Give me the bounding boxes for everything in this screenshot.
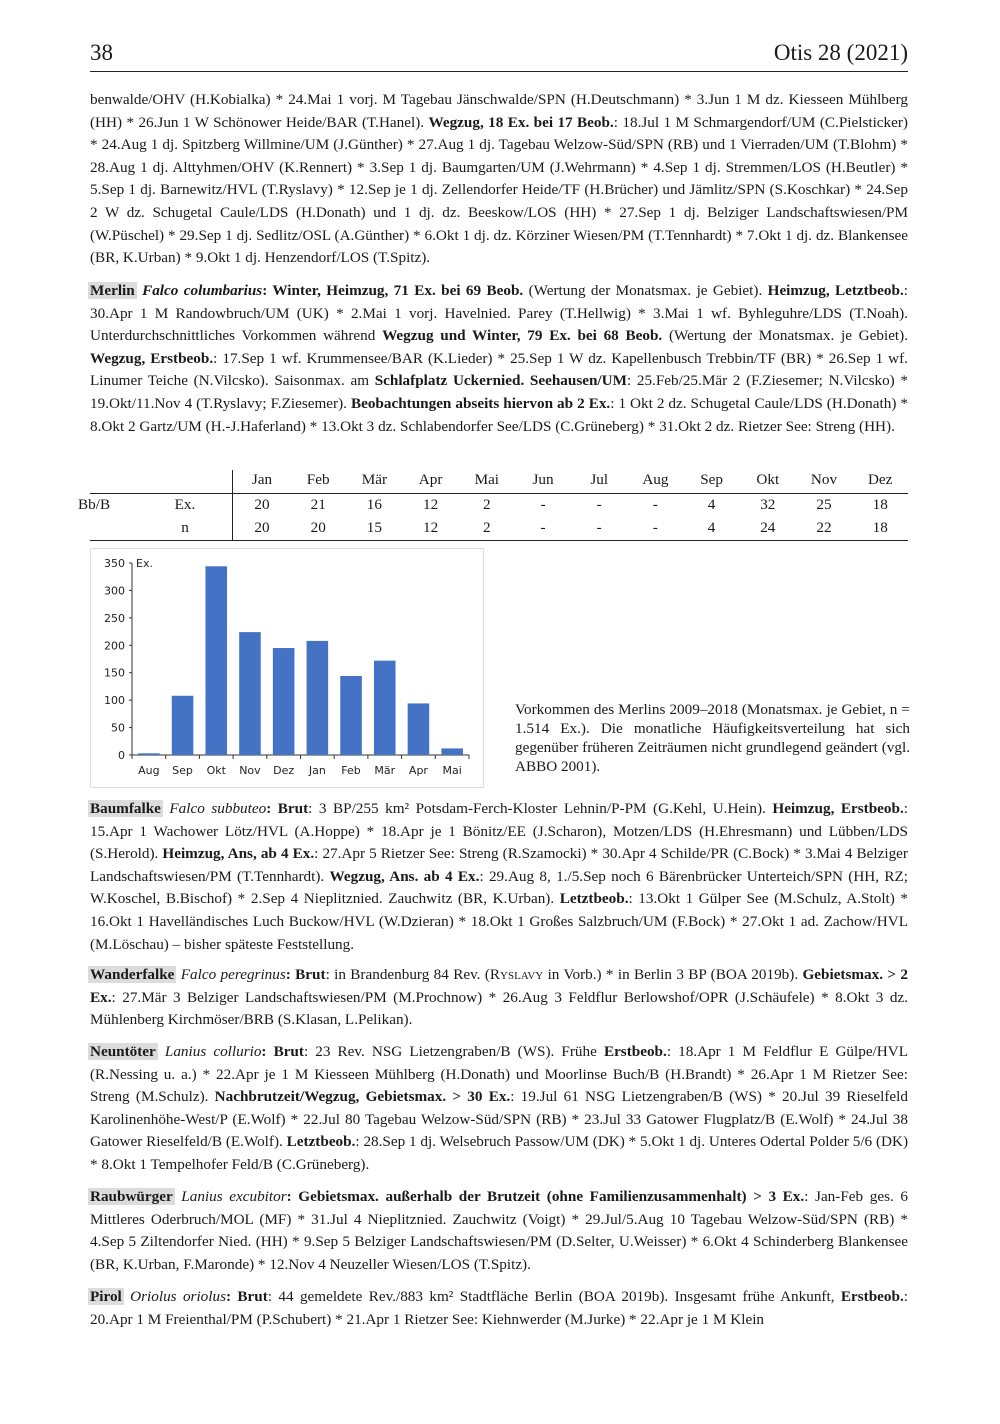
text-run: : 1 Okt 2 dz. Schugetal Caule/LDS (H.Donath) * 8.Okt 2 Gartz/UM (H.-J.Haferland) * 13.Okt 3 dz. Schlabendorfer See/LDS (C.Grüneberg) * 31.Okt 2 dz. Rietzer See: Streng (HH).	[90, 394, 908, 435]
table-cell: 4	[707, 519, 716, 536]
merlin-table	[78, 470, 908, 540]
text-run: Wegzug, 18 Ex. bei 17 Beob.	[428, 113, 614, 131]
bar-mär	[374, 661, 396, 755]
text-run: : Brut	[266, 800, 309, 817]
table-row-label: n	[181, 519, 189, 536]
y-tick-label: 350	[104, 557, 125, 570]
x-tick-label: Aug	[138, 764, 160, 777]
table-cell: 20	[254, 519, 270, 536]
table-header-month: Aug	[642, 471, 669, 488]
text-run: : 13.Okt 1 Gülper See (M.Schulz, A.Stolt) * 16.Okt 1 Havelländisches Luch Buckow/HVL (W.Dzieran) * 18.Okt 1 Großes Salzbruch/UM (F.Bock) * 27.Okt 1 ad. Zachow/HVL (M.Löschau) – bisher späteste Feststellung.	[90, 890, 908, 953]
species-name: Wanderfalke	[90, 966, 175, 983]
merlin-chart	[90, 548, 484, 788]
text-run: : 27.Mär 3 Belziger Landschaftswiesen/PM (M.Prochnow) * 26.Aug 3 Feldflur Berlowshof/OPR (J.Schäufele) * 8.Okt 3 dz. Mühlenberg Kirchmöser/BRB (S.Klasan, L.Pelikan).	[90, 988, 908, 1029]
table-header-month: Apr	[418, 471, 443, 488]
text-run: : Brut	[261, 1043, 304, 1060]
table-cell: 18	[872, 519, 888, 536]
table-cell: -	[652, 519, 658, 536]
table-cell: 12	[423, 519, 439, 536]
text-run: Erstbeob.	[603, 1043, 667, 1060]
table-header-month: Mai	[474, 471, 500, 488]
x-tick-label: Sep	[172, 764, 193, 777]
text-run: Letztbeob.	[559, 890, 629, 908]
text-run: : 29.Aug 8, 1./5.Sep noch 6 Bärenbrücker Unterteich/SPN (HH, RZ; W.Koschel, B.Bischof) * 2.Sep 4 Nieplitznied. Zauchwitz (BR, K.Urban).	[90, 867, 909, 908]
y-axis-label: Ex.	[136, 557, 153, 570]
text-run: Heimzug, Ans, ab 4 Ex.	[162, 845, 315, 863]
table-cell: 20	[310, 519, 326, 536]
table-header-month: Feb	[306, 471, 330, 488]
bar-apr	[408, 703, 430, 755]
table-header-month: Jul	[590, 471, 609, 488]
table-cell: 2	[483, 496, 491, 513]
species-name: Neuntöter	[90, 1043, 156, 1060]
bar-okt	[205, 566, 227, 755]
species-name: Raubwürger	[90, 1188, 173, 1205]
table-cell: 25	[816, 496, 832, 513]
bar-nov	[239, 632, 261, 755]
table-header-month: Dez	[867, 471, 893, 488]
page-number: 38	[90, 40, 113, 65]
table-cell: -	[652, 496, 658, 513]
y-tick-label: 150	[104, 666, 125, 680]
table-row-group: Bb/B	[78, 496, 111, 513]
table-rule	[90, 493, 908, 494]
table-cell: 4	[707, 496, 716, 513]
text-run: : 15.Apr 1 Wachower Lötz/HVL (A.Hoppe) * 18.Apr je 1 Bönitz/EE (J.Scharon), Motzen/LDS (H.Ehresmann) und Lübben/LDS (S.Herold).	[90, 800, 908, 863]
paragraph-raubwuerger	[90, 1186, 908, 1276]
text-run: : 19.Jul 61 NSG Lietzengraben/B (WS) * 20.Jul 39 Rieselfeld Karolinenhöhe-West/P (E.Wolf) * 22.Jul 80 Tagebau Welzow-Süd/SPN (RB) * 23.Jul 33 Gatower Flugplatz/B (E.Wolf) * 24.Jul 38 Gatower Rieselfeld/B (E.Wolf).	[90, 1088, 908, 1151]
text-run: Heimzug, Letztbeob.	[767, 282, 904, 299]
table-cell: 18	[872, 496, 888, 513]
text-run: benwalde/OHV (H.Kobialka) * 24.Mai 1 vorj. M Tagebau Jänschwalde/SPN (H.Deutschmann) * 3.Jun 1 M dz. Kiesseen Mühlberg (HH) * 26.Jun 1 W Schönower Heide/BAR (T.Hanel).	[90, 91, 908, 131]
text-run: : Gebietsmax. außerhalb der Brutzeit (ohne Familienzusammenhalt) > 3 Ex.	[286, 1188, 805, 1205]
table-header-month: Jan	[251, 471, 273, 488]
text-run: Heimzug, Erstbeob.	[772, 800, 904, 817]
text-run: : 20.Apr 1 M Freienthal/PM (P.Schubert) * 21.Apr 1 Rietzer See: Kiehnwerder (M.Jurke) * 22.Apr je 1 M Klein	[90, 1288, 908, 1328]
y-tick-label: 250	[104, 611, 125, 625]
text-run: : 3 BP/255 km² Potsdam-Ferch-Kloster Lehnin/P-PM (G.Kehl, U.Hein).	[308, 800, 773, 817]
text-run: : 18.Jul 1 M Schmargendorf/UM (C.Pielsticker) * 24.Aug 1 dj. Spitzberg Willmine/UM (J.Günther) * 27.Aug 1 dj. Tagebau Welzow-Süd/SPN (RB) und 1 Vierraden/UM (T.Blohm) * 28.Aug 1 dj. Alttyhmen/OHV (K.Rennert) * 3.Sep 1 dj. Baumgarten/UM (J.Wehrmann) * 4.Sep 1 dj. Stremmen/LOS (H.Beutler) * 5.Sep 1 dj. Barnewitz/HVL (T.Ryslavy) * 12.Sep je 1 dj. Zellendorfer Heide/TF (H.Brücher) und Jämlitz/SPN (S.Koschkar) * 24.Sep 2 W dz. Schugetal Caule/LDS (H.Donath) und 1 dj. dz. Beeskow/LOS (HH) * 27.Sep 1 dj. Belziger Landschaftswiesen/PM (W.Püschel) * 29.Sep 1 dj. Sedlitz/OSL (A.Günther) * 6.Okt 1 dj. dz. Körziner Wiesen/PM (T.Tennhardt) * 7.Okt 1 dj. dz. Blankensee (BR, K.Urban) * 9.Okt 1 dj. Henzendorf/LOS (T.Spitz).	[90, 113, 908, 267]
text-run: Nachbrutzeit/Wegzug, Gebietsmax. > 30 Ex.	[214, 1088, 511, 1106]
table-header-month: Nov	[810, 471, 838, 488]
text-run: : Jan-Feb ges. 6 Mittleres Oderbruch/MOL (MF) * 31.Jul 4 Nieplitznied. Zauchwitz (Voigt) * 29.Jul/5.Aug 10 Tagebau Welzow-Süd/SPN (RB) * 4.Sep 5 Ziltendorfer Nied. (HH) * 9.Sep 5 Belziger Landschaftswiesen/PM (D.Selter, U.Weisser) * 6.Okt 4 Schinderberg Blankensee (BR, K.Urban, F.Maronde) * 12.Nov 4 Neuzeller Wiesen/LOS (T.Spitz).	[90, 1188, 908, 1273]
scientific-name: Falco subbuteo	[162, 800, 267, 817]
y-tick-label: 200	[104, 639, 125, 653]
bar-chart-svg	[91, 549, 483, 787]
y-tick-label: 0	[118, 749, 125, 762]
x-tick-label: Okt	[206, 764, 226, 777]
text-run: Beobachtungen abseits hiervon ab 2 Ex.	[350, 394, 611, 412]
x-tick-label: Nov	[239, 764, 261, 777]
text-run: Wegzug und Winter, 79 Ex. bei 68 Beob.	[382, 327, 663, 345]
y-tick-label: 100	[104, 694, 125, 708]
x-tick-label: Dez	[273, 764, 295, 777]
y-tick-label: 300	[104, 584, 125, 598]
text-run: Gebietsmax. > 2 Ex.	[90, 966, 908, 1006]
bar-dez	[273, 648, 295, 755]
x-tick-label: Mai	[442, 764, 462, 777]
text-run: : Winter, Heimzug, 71 Ex. bei 69 Beob.	[262, 282, 524, 299]
scientific-name: Lanius collurio	[157, 1043, 262, 1060]
paragraph-continuation	[90, 89, 908, 270]
bar-mai	[441, 748, 463, 755]
table-cell: 21	[310, 496, 326, 513]
scientific-name: Oriolus oriolus	[123, 1288, 226, 1305]
paragraph-neuntoeter	[90, 1041, 908, 1177]
bar-aug	[138, 753, 160, 755]
journal-title: Otis 28 (2021)	[773, 40, 908, 65]
x-tick-label: Feb	[341, 764, 361, 777]
scientific-name: Falco columbarius	[136, 282, 263, 299]
text-run: : 23 Rev. NSG Lietzengraben/B (WS). Frühe	[303, 1043, 604, 1060]
text-run: : 30.Apr 1 M Randowbruch/UM (UK) * 2.Mai 1 vorj. Havelnied. Parey (T.Hellwig) * 3.Mai 1 wf. Byhleguhre/LDS (T.Noah). Unterdurchschnittliches Vorkommen während	[90, 282, 908, 345]
table-cell: 16	[366, 496, 382, 513]
text-run: Erstbeob.	[840, 1288, 904, 1305]
text-run: Wegzug, Erstbeob.	[90, 349, 214, 367]
text-run: Schlafplatz Uckernied. Seehausen/UM	[374, 372, 627, 390]
table-header-month: Okt	[756, 471, 780, 488]
table-rule	[90, 540, 908, 541]
text-run: (Wertung der Monatsmax. je Gebiet).	[662, 327, 909, 345]
table-header-month: Mär	[361, 471, 388, 488]
x-tick-label: Apr	[408, 764, 428, 777]
table-cell: 2	[483, 519, 491, 536]
bar-sep	[172, 696, 194, 755]
scientific-name: Lanius excubitor	[174, 1188, 287, 1205]
text-run: : 27.Apr 5 Rietzer See: Streng (R.Szamocki) * 30.Apr 4 Schilde/PR (C.Bock) * 3.Mai 4 Belziger Landschaftswiesen/PM (T.Tennhardt).	[90, 845, 908, 885]
species-name: Merlin	[90, 282, 135, 299]
species-name: Baumfalke	[90, 800, 161, 817]
table-cell: -	[596, 519, 602, 536]
text-run: in Vorb.) * in Berlin 3 BP (BOA 2019b).	[543, 966, 803, 983]
paragraph-wanderfalke	[90, 964, 908, 1032]
paragraph-baumfalke	[90, 798, 908, 956]
table-cell: 24	[760, 519, 776, 536]
text-run: : in Brandenburg 84 Rev. (	[325, 966, 490, 983]
table-cell: -	[540, 496, 546, 513]
species-name: Pirol	[90, 1288, 122, 1305]
bar-feb	[340, 676, 362, 755]
text-run: : 44 gemeldete Rev./883 km² Stadtfläche Berlin (BOA 2019b). Insgesamt frühe Ankunft,	[267, 1288, 841, 1305]
paragraph-merlin	[90, 280, 908, 438]
text-run: Letztbeob.	[286, 1133, 356, 1151]
text-run: : 18.Apr 1 M Feldflur E Gülpe/HVL (R.Nessing u. a.) * 22.Apr je 1 M Kiesseen Mühlberg (H.Donath) und Moorlinse Buch/B (H.Brandt) * 26.Apr 1 M Rietzer See: Streng (M.Schulz).	[90, 1043, 908, 1106]
table-divider	[232, 470, 233, 540]
table-cell: -	[540, 519, 546, 536]
header-rule	[90, 71, 908, 72]
table-header-month: Jun	[532, 471, 554, 488]
text-run: Ryslavy	[489, 966, 544, 983]
table-cell: 20	[254, 496, 270, 513]
scientific-name: Falco peregrinus	[176, 966, 286, 983]
x-tick-label: Jan	[308, 764, 326, 777]
chart-caption: Vorkommen des Merlins 2009–2018 (Monatsmax. je Gebiet, n = 1.514 Ex.). Die monatliche Häufigkeitsverteilung hat sich gegenüber früheren Zeiträumen nicht grundlegend geändert (vgl. ABBO 2001).	[515, 701, 910, 775]
text-run: (Wertung der Monatsmax. je Gebiet).	[523, 282, 768, 299]
table-row-label: Ex.	[174, 496, 196, 513]
table-cell: 12	[423, 496, 439, 513]
y-tick-label: 50	[111, 721, 125, 735]
text-run: Wegzug, Ans. ab 4 Ex.	[329, 867, 480, 885]
table-cell: -	[596, 496, 602, 513]
bar-jan	[307, 641, 329, 755]
text-run: : 25.Feb/25.Mär 2 (F.Ziesemer; N.Vilcsko) * 19.Okt/11.Nov 4 (T.Ryslavy; F.Ziesemer).	[90, 372, 908, 412]
text-run: : Brut	[285, 966, 326, 983]
table-cell: 32	[760, 496, 776, 513]
table-cell: 15	[366, 519, 382, 536]
text-run: : 28.Sep 1 dj. Welsebruch Passow/UM (DK) * 5.Okt 1 dj. Unteres Odertal Polder 5/6 (DK) * 8.Okt 1 Tempelhofer Feld/B (C.Grüneberg).	[90, 1133, 909, 1173]
table-header-month: Sep	[700, 471, 723, 488]
text-run: : Brut	[225, 1288, 268, 1305]
paragraph-pirol	[90, 1286, 908, 1331]
x-tick-label: Mär	[374, 764, 396, 777]
table-cell: 22	[816, 519, 832, 536]
text-run: : 17.Sep 1 wf. Krummensee/BAR (K.Lieder) * 25.Sep 1 W dz. Kapellenbusch Trebbin/TF (BR) * 26.Sep 1 wf. Linumer Teiche (N.Vilcsko). Saisonmax. am	[90, 349, 908, 390]
